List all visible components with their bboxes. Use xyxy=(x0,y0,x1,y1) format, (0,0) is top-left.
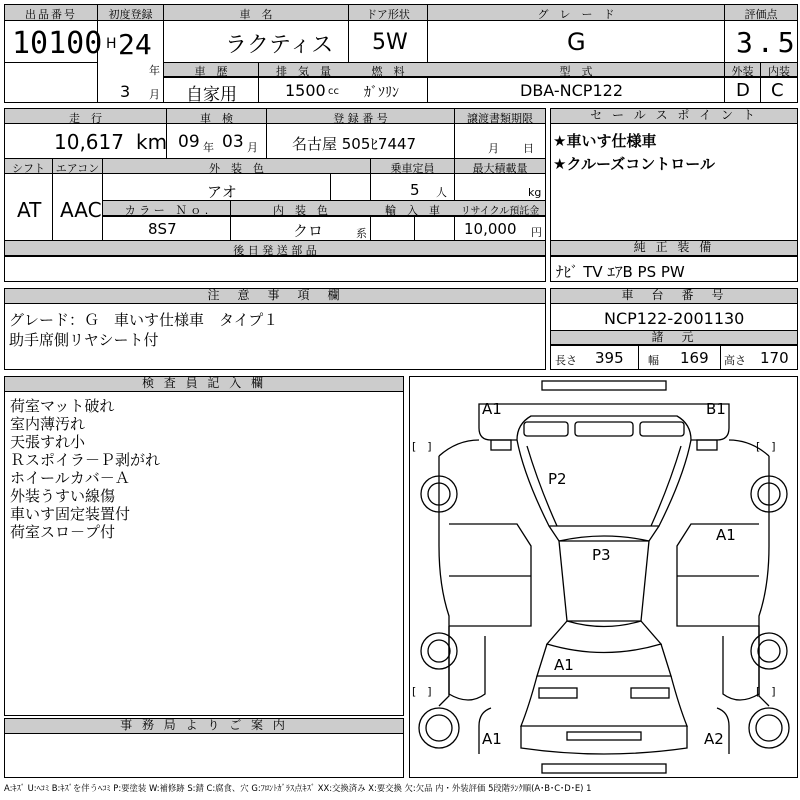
lot-no-label: 出品番号 xyxy=(25,8,77,21)
history-label: 車 歴 xyxy=(194,65,228,78)
car-diagram xyxy=(409,376,798,778)
notes-label: 注 意 事 項 欄 xyxy=(5,289,545,304)
lot-no: 10100 xyxy=(12,26,103,61)
insp-month-unit: 月 xyxy=(247,141,258,154)
color-no: 8S7 xyxy=(148,220,177,238)
inspector-line-3: 天張すれ小 xyxy=(10,433,86,451)
inspector-line-5: ホイールカバ－Ａ xyxy=(10,469,130,487)
capacity-unit: 人 xyxy=(436,186,447,199)
displacement: 1500 xyxy=(285,81,326,100)
int-label: 内装 xyxy=(768,65,790,78)
inspector-line-4: Ｒスポイラ－Ｐ剥がれ xyxy=(10,451,161,469)
fuel-label: 燃 料 xyxy=(371,65,405,78)
width-label: 幅 xyxy=(648,354,659,367)
chassis-label: 車 台 番 号 xyxy=(551,289,797,304)
interior-color-label: 内 装 色 xyxy=(273,204,328,217)
color-no-label: カ ラ ー Ｎ ｏ . xyxy=(124,204,209,217)
inspector-label: 検 査 員 記 入 欄 xyxy=(5,377,403,392)
mileage-label: 走 行 xyxy=(69,112,102,125)
inspector-line-6: 外装うすい線傷 xyxy=(10,487,116,505)
shift: AT xyxy=(17,198,42,222)
bracket-right-1: [ ] xyxy=(756,440,776,453)
length: 395 xyxy=(595,349,624,367)
mark-b1-top-right: B1 xyxy=(706,400,726,418)
interior-color: クロ xyxy=(293,222,324,240)
length-label: 長さ xyxy=(555,354,577,367)
mark-a1-hood: A1 xyxy=(554,656,574,674)
bracket-left-2: [ ] xyxy=(412,685,432,698)
inspection-label: 車 検 xyxy=(200,112,233,125)
era: H xyxy=(106,36,117,52)
inspector-line-2: 室内薄汚れ xyxy=(10,415,86,433)
insp-month: 03 xyxy=(222,132,244,152)
month-unit: 月 xyxy=(149,88,160,101)
chassis-number: NCP122-2001130 xyxy=(604,309,745,328)
bracket-right-2: [ ] xyxy=(756,685,776,698)
recycle-label: リサイクル預託金 xyxy=(460,206,540,217)
mark-p2: P2 xyxy=(548,470,567,488)
mark-a1-top-left: A1 xyxy=(482,400,502,418)
import-label: 輸 入 車 xyxy=(385,204,440,217)
dims-label: 諸 元 xyxy=(551,331,797,345)
mark-p3: P3 xyxy=(592,546,611,564)
height: 170 xyxy=(760,349,789,367)
fuel: ｶﾞｿﾘﾝ xyxy=(364,85,399,101)
office-label: 事 務 局 よ り ご 案 内 xyxy=(5,719,403,734)
ext-grade: D xyxy=(736,80,750,101)
recycle-unit: 円 xyxy=(531,226,542,239)
later-parts-label: 後 日 発 送 部 品 xyxy=(233,244,317,257)
reg-month: 3 xyxy=(120,82,131,101)
model: DBA-NCP122 xyxy=(520,81,623,100)
grade-label: グ レ ー ド xyxy=(537,8,615,21)
inspector-line-8: 荷室スロ－プ付 xyxy=(10,523,116,541)
legend: A:ｷｽﾞ U:ﾍｺﾐ B:ｷｽﾞを伴うﾍｺﾐ P:要塗装 W:補修跡 S:錆 C:腐食、穴 G:ﾌﾛﾝﾄｶﾞﾗｽ点ｷｽﾞ XX:交換済み X:要交換 欠:欠品 内・外装評価 5段階ﾗﾝｸ順(A･B･C･D･E) 1 xyxy=(4,783,592,793)
plate-label: 登 録 番 号 xyxy=(333,112,388,125)
car-name: ラクティス xyxy=(225,33,334,58)
notes-line-1: グレード：Ｇ 車いす仕様車 タイプ１ xyxy=(9,311,279,329)
equipment-label: 純 正 装 備 xyxy=(551,241,797,256)
score-label: 評価点 xyxy=(744,8,778,21)
recycle: 10,000 xyxy=(464,220,517,238)
width: 169 xyxy=(680,349,709,367)
model-label: 型 式 xyxy=(559,65,593,78)
mileage: 10,617 xyxy=(54,130,124,154)
transfer-label: 譲渡書類期限 xyxy=(467,112,533,125)
ac: AAC xyxy=(60,198,102,222)
mark-a1-side: A1 xyxy=(716,526,736,544)
inspector-line-7: 車いす固定装置付 xyxy=(10,505,131,523)
first-reg-label: 初度登録 xyxy=(108,8,153,21)
mark-a2-bottom-right: A2 xyxy=(704,730,724,748)
transfer-month: 月 xyxy=(488,142,499,155)
ac-label: エアコン xyxy=(55,162,100,175)
door-label: ドア形状 xyxy=(366,8,410,21)
sales-point-1: ★車いす仕様車 xyxy=(553,132,657,150)
plate: 名古屋 505ﾋ7447 xyxy=(292,135,417,153)
km-unit: km xyxy=(136,130,168,154)
insp-year-unit: 年 xyxy=(203,141,214,154)
bracket-left-1: [ ] xyxy=(412,440,432,453)
year-unit: 年 xyxy=(149,64,160,77)
car-name-label: 車 名 xyxy=(239,8,273,21)
inspector-line-1: 荷室マット破れ xyxy=(10,397,115,415)
displacement-label: 排 気 量 xyxy=(276,65,331,78)
equipment-value: ﾅﾋﾞ TV ｴｱB PS PW xyxy=(556,263,685,281)
cc-unit: cc xyxy=(328,86,339,97)
exterior-color-label: 外 装 色 xyxy=(209,162,264,175)
capacity: 5 xyxy=(410,181,420,199)
door: 5W xyxy=(372,30,408,55)
interior-unit: 系 xyxy=(356,227,367,240)
ext-label: 外装 xyxy=(731,65,754,78)
max-load-unit: kg xyxy=(528,186,542,199)
mark-a1-bottom-left: A1 xyxy=(482,730,502,748)
max-load-label: 最大積載量 xyxy=(472,162,528,175)
grade: G xyxy=(567,28,586,56)
history: 自家用 xyxy=(186,85,237,105)
exterior-color: アオ xyxy=(207,183,237,201)
transfer-day: 日 xyxy=(523,142,534,155)
notes-line-2: 助手席側リヤシート付 xyxy=(9,331,159,349)
insp-year: 09 xyxy=(178,132,200,152)
int-grade: C xyxy=(771,80,784,101)
sales-point-2: ★クルーズコントロール xyxy=(553,155,715,173)
sales-points-label: セ ー ル ス ポ イ ン ト xyxy=(551,109,797,124)
capacity-label: 乗車定員 xyxy=(390,162,435,175)
reg-year: 24 xyxy=(118,28,152,61)
score: 3.5 xyxy=(736,26,799,59)
shift-label: シフト xyxy=(12,162,45,175)
height-label: 高さ xyxy=(724,354,746,367)
